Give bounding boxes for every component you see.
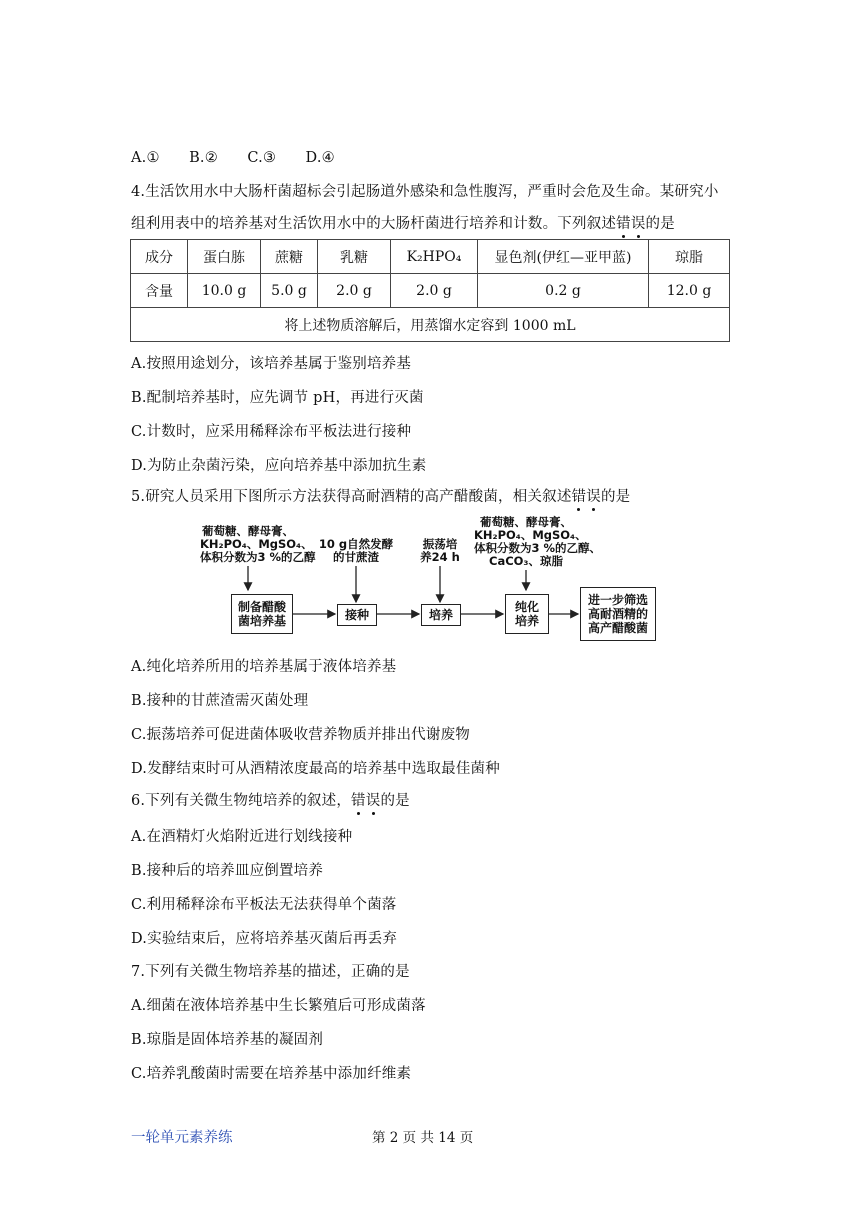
q6-stem-end: 的是: [380, 793, 410, 809]
table-cell: 显色剂(伊红—亚甲蓝): [478, 240, 649, 274]
q5-option-c: C.振荡培养可促进菌体吸收营养物质并排出代谢废物: [131, 727, 470, 743]
emphasis-dot-char: 错: [351, 789, 366, 810]
table-cell: 0.2 g: [478, 274, 649, 308]
q6-stem: [131, 789, 410, 810]
emphasis-dot-char: 误: [366, 789, 381, 810]
q5-option-a: A.纯化培养所用的培养基属于液体培养基: [131, 659, 397, 675]
q7-stem: 7.下列有关微生物培养基的描述，正确的是: [131, 964, 410, 980]
q5-stem-text: 5.研究人员采用下图所示方法获得高耐酒精的高产醋酸菌，相关叙述: [131, 489, 572, 505]
q6-stem-text: 6.下列有关微生物纯培养的叙述，: [131, 793, 352, 809]
q5-option-d: D.发酵结束时可从酒精浓度最高的培养基中选取最佳菌种: [131, 761, 500, 777]
table-cell: 蔗糖: [261, 240, 318, 274]
table-cell: 5.0 g: [261, 274, 318, 308]
q5-stem-end: 的是: [600, 489, 631, 505]
q4-option-c: C.计数时，应采用稀释涂布平板法进行接种: [131, 424, 412, 440]
table-cell: K₂HPO₄: [391, 240, 478, 274]
step-further-screening: 进一步筛选 高耐酒精的 高产醋酸菌: [580, 587, 656, 641]
table-cell: 10.0 g: [188, 274, 261, 308]
q7-option-c: C.培养乳酸菌时需要在培养基中添加纤维素: [131, 1066, 412, 1082]
step-purify: 纯化 培养: [505, 594, 549, 634]
emphasis-dot-char: 误: [586, 485, 601, 506]
table-cell: 含量: [131, 274, 188, 308]
shaking-label: 振荡培 养24 h: [420, 537, 460, 564]
ingredients-label-1: 葡萄糖、酵母膏、 KH₂PO₄、MgSO₄、 体积分数为3 %的乙醇: [200, 524, 316, 564]
q4-stem-line2: [131, 212, 675, 233]
q4-stem-end: 的是: [645, 216, 675, 232]
table-cell: 成分: [131, 240, 188, 274]
ingredients-label-2: 葡萄糖、酵母膏、 KH₂PO₄、MgSO₄、 体积分数为3 %的乙醇、 CaCO₃、琼脂: [474, 515, 602, 568]
step-culture: 培养: [421, 604, 461, 626]
q4-stem-text: 组利用表中的培养基对生活饮用水中的大肠杆菌进行培养和计数。下列叙述: [131, 216, 617, 232]
table-row-amounts: [131, 274, 730, 308]
q5-option-b: B.接种的甘蔗渣需灭菌处理: [131, 693, 309, 709]
emphasis-dot-char: 错: [616, 212, 631, 233]
q6-option-d: D.实验结束后，应将培养基灭菌后再丢弃: [131, 931, 398, 947]
q7-option-b: B.琼脂是固体培养基的凝固剂: [131, 1032, 324, 1048]
table-cell: 蛋白胨: [188, 240, 261, 274]
q4-option-b: B.配制培养基时，应先调节 pH，再进行灭菌: [131, 390, 424, 406]
table-cell: 12.0 g: [649, 274, 730, 308]
table-note: 将上述物质溶解后，用蒸馏水定容到 1000 mL: [131, 308, 730, 342]
q6-option-c: C.利用稀释涂布平板法无法获得单个菌落: [131, 897, 397, 913]
q5-stem: [131, 485, 630, 506]
footer-page-number: 第 2 页 共 14 页: [372, 1130, 474, 1146]
q4-option-a: A.按照用途划分，该培养基属于鉴别培养基: [131, 356, 412, 372]
table-row-note: [131, 308, 730, 342]
medium-composition-table: [130, 239, 730, 342]
previous-question-options: A.① B.② C.③ D.④: [131, 150, 335, 166]
table-cell: 2.0 g: [391, 274, 478, 308]
footer-series-title: 一轮单元素养练: [131, 1130, 233, 1146]
step-prepare-medium: 制备醋酸 菌培养基: [231, 594, 293, 634]
table-row-ingredients: [131, 240, 730, 274]
table-cell: 2.0 g: [318, 274, 391, 308]
table-cell: 乳糖: [318, 240, 391, 274]
process-flow-diagram: [200, 510, 660, 645]
emphasis-dot-char: 错: [572, 485, 587, 506]
bagasse-label: 10 g自然发酵 的甘蔗渣: [318, 537, 394, 564]
table-cell: 琼脂: [649, 240, 730, 274]
q6-option-a: A.在酒精灯火焰附近进行划线接种: [131, 829, 353, 845]
q7-option-a: A.细菌在液体培养基中生长繁殖后可形成菌落: [131, 998, 426, 1014]
q6-option-b: B.接种后的培养皿应倒置培养: [131, 863, 324, 879]
q4-option-d: D.为防止杂菌污染，应向培养基中添加抗生素: [131, 458, 427, 474]
q4-stem-line1: 4.生活饮用水中大肠杆菌超标会引起肠道外感染和急性腹泻，严重时会危及生命。某研究小: [131, 184, 719, 200]
emphasis-dot-char: 误: [631, 212, 646, 233]
step-inoculate: 接种: [337, 604, 377, 626]
